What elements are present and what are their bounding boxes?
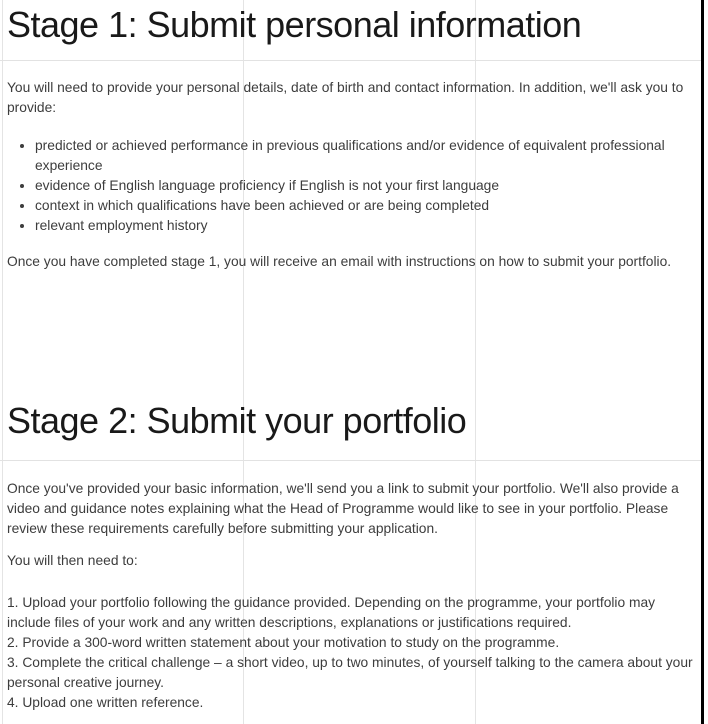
- list-item: • predicted or achieved performance in previous qualifications and/or evidence of equivalent professional experience: [35, 136, 699, 176]
- list-item: • evidence of English language proficiency if English is not your first language: [35, 176, 699, 196]
- list-item: 2. Provide a 300-word written statement about your motivation to study on the programme.: [7, 635, 560, 650]
- list-item: 1. Upload your portfolio following the guidance provided. Depending on the programme, your portfolio may include files of your work and any written descriptions, explanations or justifications required.: [7, 595, 656, 630]
- stage2-heading: Stage 2: Submit your portfolio: [7, 400, 467, 441]
- stage1-heading: Stage 1: Submit personal information: [7, 4, 582, 45]
- stage2-leadin-paragraph: You will then need to:: [7, 553, 138, 568]
- stage1-requirements-list: [7, 136, 699, 236]
- stage2-intro-paragraph: Once you've provided your basic information, we'll send you a link to submit your portfolio. We'll also provide a video and guidance notes explaining what the Head of Programme would like to see in your portfolio. Please review these requirements carefully before submitting your application.: [7, 481, 679, 536]
- list-item: 4. Upload one written reference.: [7, 695, 204, 710]
- page-right-border: [701, 0, 704, 724]
- stage1-outro-paragraph: Once you have completed stage 1, you will receive an email with instructions on how to submit your portfolio.: [7, 254, 672, 269]
- stage1-intro-paragraph: You will need to provide your personal details, date of birth and contact information. In addition, we'll ask you to provide:: [7, 80, 684, 115]
- list-item: 3. Complete the critical challenge – a short video, up to two minutes, of yourself talking to the camera about your personal creative journey.: [7, 655, 693, 690]
- list-item: • relevant employment history: [35, 216, 699, 236]
- grid-line-left: [2, 0, 3, 724]
- section-divider-stage2: [0, 460, 701, 461]
- list-item: • context in which qualifications have been achieved or are being completed: [35, 196, 699, 216]
- stage2-steps-list: [7, 593, 699, 713]
- section-divider-stage1: [0, 60, 701, 61]
